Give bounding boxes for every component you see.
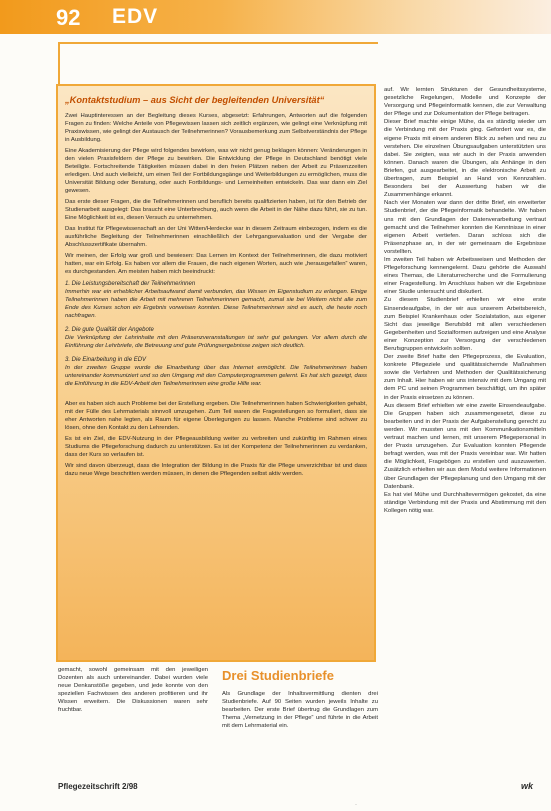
list-item-heading: 2. Die gute Qualität der Angebote [65,327,154,333]
body-paragraph: Nach vier Monaten war dann der dritte Brief, ein erweiterter Studienbrief, der die Pflegeinformatik behandelte. Wir haben uns mit den Grundlagen der Datenverarbeitung vertraut gemacht und die Teilnehmer konnten die Kenntnisse in einer eigenen Arbeit vertiefen. Daran schloss sich die Präsenzphase an, in der wir gemeinsam die Ergebnisse vorstellten. [384,200,546,255]
box-list [65,280,367,388]
list-item [65,326,367,350]
list-item [65,356,367,388]
body-paragraph: gemacht, sowohl gemeinsam mit den jeweiligen Dozenten als auch untereinander. Dabei wurden viele neue Denkanstöße gegeben, und jede konnte von den speziellen Fachwissen des anderen profitieren und ihr Wissen erweitern. Die Diskussionen waren sehr fruchtbar. [58,667,208,714]
list-item-text: In der zweiten Gruppe wurde die Einarbeitung über das Internet ermöglicht. Die Teilnehmerinnen haben untereinander kommuniziert und so den Umgang mit den Computerprogrammen gelernt. Es hat sich gezeigt, dass die Einführung in die EDV-Arbeit den Teilnehmerinnen eine große Hilfe war. [65,365,367,387]
journal-footer: Pflegezeitschrift 2/98 [58,782,138,791]
box-paragraph: Wir sind davon überzeugt, dass die Integration der Bildung in die Praxis für die Pflege unverzichtbar ist und dass dazu neue Wege beschritten werden müssen, in denen die Pflegenden selbst aktiv werden. [65,463,367,477]
subsection-heading: Drei Studienbriefe [222,668,334,683]
list-item-heading: 1. Die Leistungsbereitschaft der Teilnehmerinnen [65,281,196,287]
body-paragraph: Der zweite Brief hatte den Pflegeprozess, die Evaluation, konkrete Pflegeziele und qualitätssichernde Maßnahmen sowie die Verfahren und Methoden der Qualitätssicherung zum Inhalt. Hier haben wir uns intensiv mit dem Umgang mit dem PC und seinen Programmen beschäftigt, um ihn später in der Praxis einsetzen zu können. [384,354,546,401]
body-paragraph: Aus diesem Brief erhielten wir eine zweite Einsendeaufgabe. Die Gruppen haben sich zusammengesetzt, diese zu bearbeiten und in der Praxis der Aufgabenstellung gerecht zu werden. Wir mussten uns mit den Kommunikationsmitteln vertraut machen und lernen, mit unserem Pflegepersonal in der Praxis umzugehen. Zur Evaluation konnten Pflegende befragt werden, was mit der Praxis vereinbar war. Wir hatten die Möglichkeit, Fragebögen zu erstellen und auszuwerten. Zusätzlich erhielten wir aus dem Modul weitere Informationen über Grundlagen der Pflegeplanung und den Umgang mit der Datenbank. [384,402,546,490]
box-paragraph: Das erste dieser Fragen, die die Teilnehmerinnen und beruflich bereits qualifizierten haben, ist für den Betrieb der Studienarbeit ausgelegt: Das braucht eine Unterbrechung, auch wenn die Arbeit in der Nähe dazu führt, sie zu tun. Eine Möglichkeit ist es, diesen Versuch zu unternehmen. [65,199,367,221]
body-paragraph: Als Grundlage der Inhaltsvermittlung dienten drei Studienbriefe. Auf 90 Seiten wurden jeweils Inhalte zu bearbeiten. Der erste Brief übertrug die Grundlagen zum Thema „Vernetzung in der Pflege“ und führte in die Arbeit mit dem Lehrmaterial ein. [222,691,378,730]
page-dot: · [355,802,357,808]
box-paragraph: Es ist ein Ziel, die EDV-Nutzung in der Pflegeausbildung weiter zu verbreiten und zukünftig im Rahmen eines Studiums die Pflegeforschung dadurch zu unterstützen. Es ist der Kompetenz der Teilnehmerinnen zu verdanken, dass der Kurs so verlaufen ist. [65,436,367,458]
box-paragraph: Das Institut für Pflegewissenschaft an der Uni Witten/Herdecke war in diesem Zeitraum einbezogen, indem es die ausführliche Begleitung der Teilnehmerinnen einschließlich der Lehrgangsevaluation und der Vergabe der Abschlusszertifikate übernahm. [65,226,367,248]
list-item-heading: 3. Die Einarbeitung in die EDV [65,357,147,363]
body-paragraph: Zu diesem Studienbrief erhielten wir eine erste Einsendeaufgabe, in der wir aus unserem Arbeitsbereich, zum Beispiel Krankenhaus oder Sozialstation, aus eigener Sicht das jeweilige Berufsbild mit allen verschiedenen Gegebenheiten und Sozialformen aufzeigen und eine Analyse einer Konzeption zur Versorgung der verschiedenen Berufsgruppen entwickeln sollten. [384,297,546,352]
left-bottom-column [58,666,208,778]
page-header-bar [0,0,551,34]
body-paragraph: Dieser Brief machte einige Mühe, da es ständig wieder um die Verbindung mit der Praxis ging. Gefordert war es, die eigene Praxis mit einem anderen Blick zu sehen und neu zu verstehen. Die einzelnen Übungsaufgaben unterstützten uns dabei. Sie zeigten, was wir auch in der Praxis anwenden können. Danach waren die Übungen, als Anhänge in den Briefen, gut ausgearbeitet, in die elektronische Arbeit zu übertragen, zum Beispiel an Hand von Kennzahlen. Besonders bei der Auswertung haben wir die Zusammenhänge erkannt. [384,119,546,199]
list-item [65,280,367,320]
box-paragraph: Eine Akademisierung der Pflege wird folgendes bewirken, was wir nicht genug beklagen können: Veränderungen in den vielen Praxisfeldern der Pflege zu bewirken. Die Entwicklung der Pflege in Deutschland benötigt viele Beteiligte. Fortschreitende Tätigkeiten müssen dabei in den freien Plätzen neben der Arbeit zu Präsenzzeiten erledigen. Und auch vielleicht, um einen Teil der Fortbildungsgänge und Weiterbildungen zu ermöglichen, muss die Universität Bildung oder Beratung, oder auch Fortbildungs- und Lerneinheiten entwickeln. Das war dann ein Ziel gewesen. [65,148,367,194]
list-item-text: Immerhin war ein erheblicher Arbeitsaufwand damit verbunden, das Wissen im Eigenstudium zu erlangen. Einige Teilnehmerinnen haben die Arbeit mit mehreren Teilnehmerinnen gemacht, zumal sie bei Weitem nicht alle zum Ende des Kurses schon ein Ergebnis vorweisen konnten. Diese Teilnehmerinnen sind es auch, die heute noch nachfragen. [65,289,367,319]
right-column [384,86,546,776]
box-paragraph: Aber es haben sich auch Probleme bei der Erstellung ergeben. Die Teilnehmerinnen haben Schwierigkeiten gehabt, mit der Fülle des Lehrmaterials sinnvoll umzugehen. Zum Teil waren die Fragestellungen so formuliert, dass sie eher Antworten nahe legten, als Raum für eigene Überlegungen zu lassen. Manche Probleme sind schwer zu lösen, ohne den Kontakt zu den Lehrenden. [65,401,367,431]
middle-bottom-column [222,690,378,780]
section-title: EDV [112,5,159,28]
box-title: „Kontaktstudium – aus Sicht der begleitenden Universität“ [65,95,325,105]
publisher-logo: wk [521,781,534,791]
sidebar-box [56,84,376,662]
body-paragraph: Es hat viel Mühe und Durchhaltevermögen gekostet, da eine ständige Verbindung mit der Praxis und Abstimmung mit den Kollegen nötig war. [384,491,546,514]
list-item-text: Die Verknüpfung der Lehrinhalte mit den Präsenzveranstaltungen ist sehr gut gelungen. Vor allem durch die Einführung der Lehrbriefe, die Betreuung und gute Prüfungsergebnisse zeigen sich deutlich. [65,335,367,349]
divider-line [58,42,378,44]
divider-line [58,44,60,84]
box-paragraph: Wir meinen, der Erfolg war groß und bewiesen: Das Lernen im Kontext der Teilnehmerinnen, die dazu motiviert hatten, war ein Erfolg. Es haben vor allem die Frauen, die nach eigenen Worten, auch wie „herausgefallen“ waren, es durchgestanden. Am meisten haben mich beeindruckt: [65,253,367,275]
page-number: 92 [56,5,81,30]
box-paragraph: Zwei Hauptinteressen an der Begleitung dieses Kurses, abgesetzt: Erfahrungen, Antworten auf die folgenden Fragen zu finden: Welche Anteile von Pflegewissen lassen sich zeitlich ergänzen, wie gelingt eine Verknüpfung mit Praxiswissen, wie gelingt der Austausch der Teilnehmerinnen? Vorausbemerkung zum Selbstverständnis der Pflege in Ausbildung. [65,113,367,143]
body-paragraph: Im zweiten Teil haben wir Arbeitsweisen und Methoden der Pflegeforschung kennengelernt. Dazu gehörte die Auswahl eines Themas, die Literaturrecherche und die Formulierung einer Fragestellung. Im Anschluss haben wir die Ergebnisse einer Studie untersucht und diskutiert. [384,256,546,296]
body-paragraph: auf. Wir lernten Strukturen der Gesundheitssysteme, gesetzliche Regelungen, Modelle und Konzepte der Versorgung und Pflegeinformatik kennen, die zur Verwaltung der Pflege und zur Dokumentation der Pflege beitragen. [384,87,546,118]
